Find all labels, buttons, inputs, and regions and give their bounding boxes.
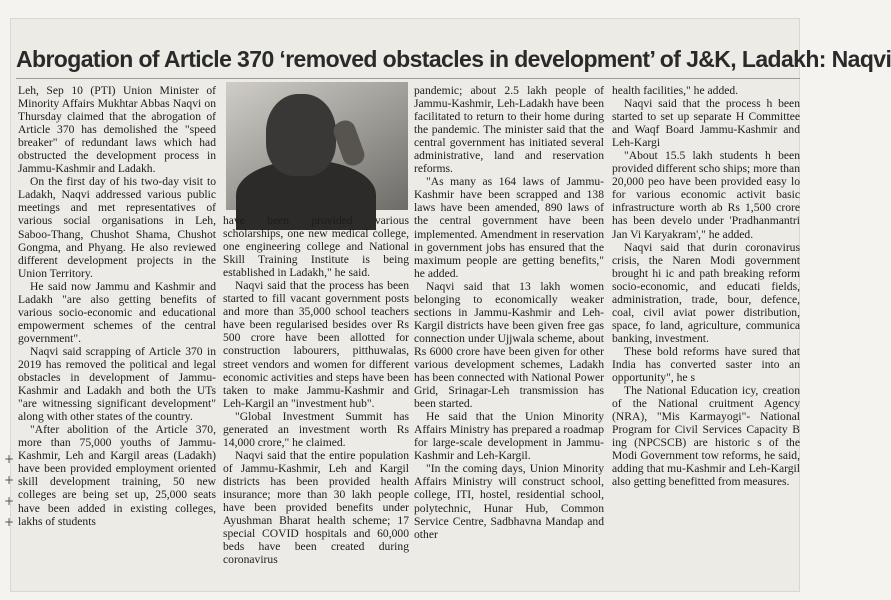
article-column-4 (612, 84, 800, 554)
plus-mark: + (4, 515, 15, 529)
article-column-3 (414, 84, 604, 589)
paragraph: "Global Investment Summit has generated an investment worth Rs 14,000 crore," he claimed. (223, 409, 409, 449)
paragraph: Leh, Sep 10 (PTI) Union Minister of Minority Affairs Mukhtar Abbas Naqvi on Thursday claimed that the abrogation of Article 370 has demolished the "speed breaker" of redundant laws which had obstructed the development process in Jammu-Kashmir and Ladakh. (18, 84, 216, 176)
paragraph: Naqvi said scrapping of Article 370 in 2019 has removed the political and legal obstacles in development of Jammu-Kashmir and Ladakh and both the UTs "are witnessing significant development" along with other states of the country. (18, 344, 216, 424)
paragraph: "As many as 164 laws of Jammu-Kashmir have been scrapped and 138 laws have been amended, 890 laws of the central government have been implemented. Amendment in reservation in government jobs has ensured that the maximum people are getting benefits," he added. (414, 175, 604, 280)
paragraph: pandemic; about 2.5 lakh people of Jammu-Kashmir, Leh-Ladakh have been facilitated to return to their home during the pandemic. The minister said that the central government has initiated several administrative, land and reservation reforms. (414, 84, 604, 176)
plus-mark: + (4, 452, 15, 466)
headline-rule (16, 78, 800, 79)
article-column-2 (223, 214, 409, 589)
paragraph: have been provided various scholarships, one new medical college, one engineering college and National Skill Training Institute is being established in Ladakh," he said. (223, 214, 409, 280)
paragraph: Naqvi said that durin coronavirus crisis, the Naren Modi government brought hi ic and path breaking reform socio-economic, and educati fields, administration, trade, bour, defence, coal, civil aviat power distribution, space, fo land, agriculture, communica banking, investment. (612, 240, 800, 345)
margin-marks (4, 452, 16, 542)
plus-mark: + (4, 473, 15, 487)
minister-photo (226, 82, 408, 210)
paragraph: Naqvi said that the process has been started to fill vacant government posts and more than 35,000 school teachers have been regularised besides over Rs 500 crore have been allotted for construction labourers, pitthuwalas, street vendors and women for different economic activities and steps have been taken to make Jammu-Kashmir and Leh-Kargil an "investment hub". (223, 279, 409, 410)
paragraph: Naqvi said that 13 lakh women belonging to economically weaker sections in Jammu-Kashmir and Leh-Kargil districts have been given free gas connection under Ujjwala scheme, about Rs 6000 crore have been given for other various development schemes, Ladakh has been connected with National Power Grid, Srinagar-Leh transmission has been started. (414, 279, 604, 411)
paragraph: Naqvi said that the process h been started to set up separate H Committee and Waqf Board Jammu-Kashmir and Leh-Kargi (612, 97, 800, 150)
paragraph: The National Education icy, creation of the National cruitment Agency (NRA), "Mis Karmayogi"- National Program for Civil Services Capacity B ing (NPCSCB) are historic s of the Modi Government tow reforms, he said, adding that mu-Kashmir and Leh-Kargil also getting benefitted from measures. (612, 384, 800, 489)
paragraph: health facilities," he added. (612, 84, 739, 97)
paragraph: He said now Jammu and Kashmir and Ladakh "are also getting benefits of various socio-economic and educational empowerment schemes of the central government". (18, 279, 216, 345)
paragraph: "After abolition of the Article 370, more than 75,000 youths of Jammu-Kashmir, Leh and Kargil areas (Ladakh) have been provided employment oriented skill development training, 50 new colleges are being set up, 25,000 seats have been added in existing colleges, lakhs of students (18, 423, 216, 528)
paragraph: These bold reforms have sured that India has converted saster into an opportunity", he s (612, 344, 800, 385)
paragraph: "About 15.5 lakh students h been provided different scho ships; more than 20,000 peo have been provided easy lo for various economic activit basic infrastructure worth ab Rs 1,500 crore has been develo under 'Pradhanmantri Jan Vi Karyakram'," he added. (612, 149, 800, 241)
paragraph: "In the coming days, Union Minority Affairs Ministry will construct school, college, ITI, hostel, residential school, polytechnic, Hunar Hub, Common Service Centre, Sadbhavna Mandap and other (414, 462, 604, 541)
paragraph: He said that the Union Minority Affairs Ministry has prepared a roadmap for large-scale development in Jammu-Kashmir and Leh-Kargil. (414, 410, 604, 463)
paragraph: Naqvi said that the entire population of Jammu-Kashmir, Leh and Kargil districts has been provided health insurance; more than 30 lakh people have been provided benefits under Ayushman Bharat health scheme; 17 special COVID hospitals and 60,000 beds have been created during coronavirus (223, 448, 409, 567)
plus-mark: + (4, 494, 15, 508)
paragraph: On the first day of his two-day visit to Ladakh, Naqvi addressed various public meetings and met representatives of various social organisations in Leh, Saboo-Thang, Chushot Shama, Chushot Gongma, and Phyang. He also reviewed different development projects in the Union Territory. (18, 175, 216, 280)
article-column-1 (18, 84, 216, 589)
article-headline: Abrogation of Article 370 ‘removed obstacles in development’ of J&K, Ladakh: Naqvi (16, 46, 891, 72)
